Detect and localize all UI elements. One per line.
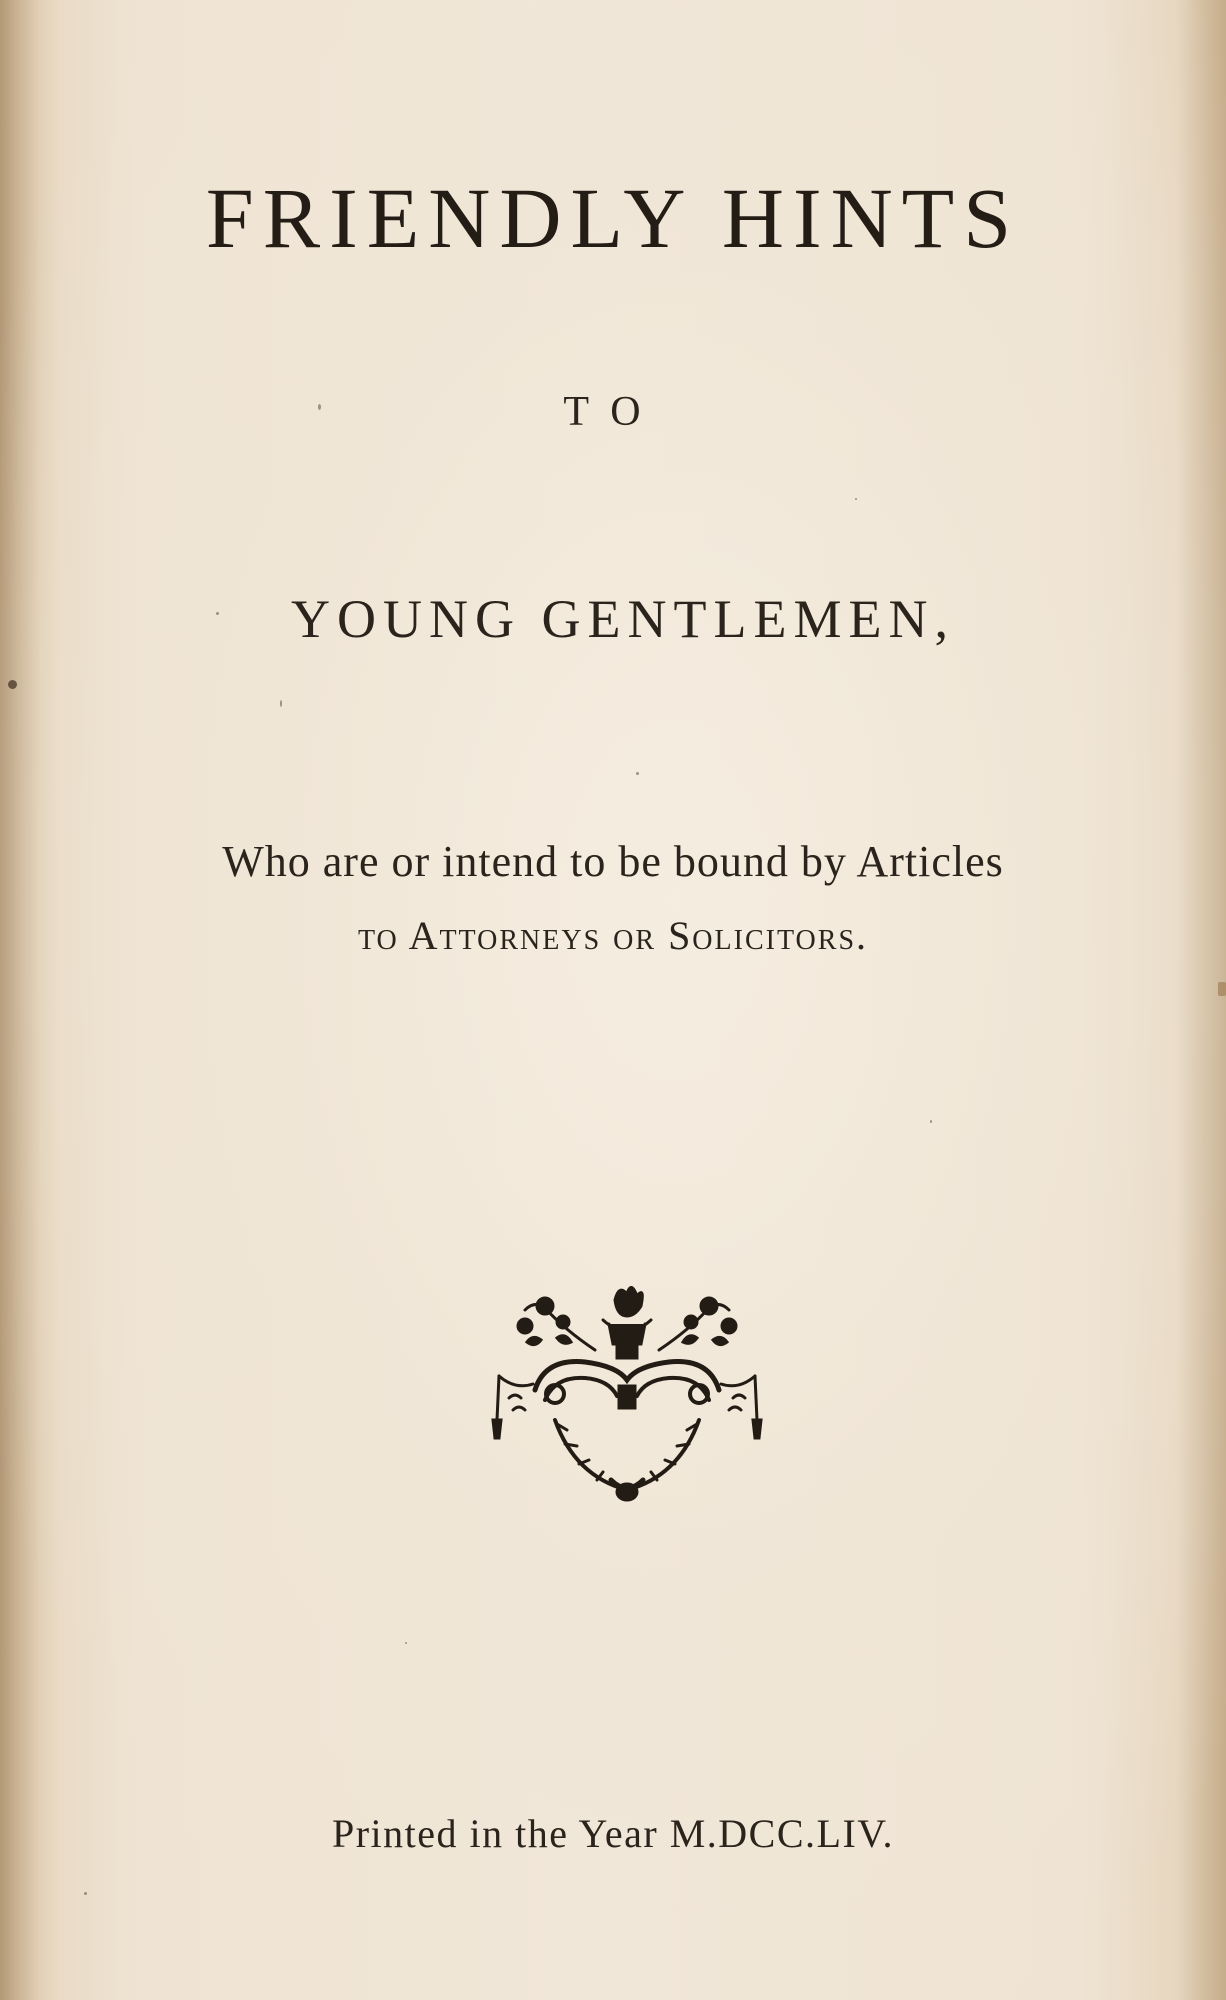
page-left-edge-shadow: [0, 0, 40, 2000]
audience-heading: YOUNG GENTLEMEN,: [291, 589, 955, 649]
subtitle-line-2: to Attorneys or Solicitors.: [357, 913, 869, 958]
printer-ornament-urn-foliage-icon: [485, 1280, 770, 1510]
page-right-edge-shadow: [1176, 0, 1226, 2000]
imprint-line: Printed in the Year M.DCC.LIV.: [331, 1811, 895, 1856]
title-connector: TO: [563, 389, 663, 435]
book-title: FRIENDLY HINTS: [205, 170, 1021, 266]
subtitle-line-1: Who are or intend to be bound by Articles: [222, 837, 1004, 886]
